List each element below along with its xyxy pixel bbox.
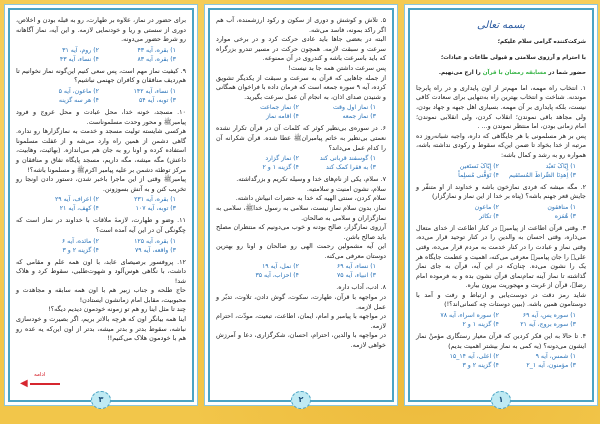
option[interactable]: ۳) توبه، آیه ۱۰۷ xyxy=(135,205,176,213)
page-panel-1 xyxy=(408,8,594,402)
option[interactable]: ۱) إِیّاکَ نَعبُد xyxy=(545,162,576,170)
page-panel-2 xyxy=(208,8,394,402)
invitation-line xyxy=(416,68,586,78)
question-6-options xyxy=(216,154,386,172)
question-5-options xyxy=(216,103,386,121)
option[interactable]: ۳) اِهدِنَا الصِّراطَ المُستَقیم xyxy=(509,171,576,179)
question-12-text-cont: حاج طلحه و جناب زبیر هم با اون همه سابقه و مجاهدت و محبوبیت، مقابل امام زمانشون ایستادن! xyxy=(16,286,186,304)
greeting-line-2: با احترام و آرزوی سلامتی و قبولی طاعات و عبادات؛ xyxy=(441,54,586,61)
question-5-text-cont: پس سرعت داشتن همه جا بد نیست! xyxy=(288,63,386,72)
option[interactable]: ۴) گزینه ۱ و ۲ xyxy=(262,164,299,172)
option[interactable]: ۲) نمل، آیه ۱۹ xyxy=(261,263,299,271)
option[interactable]: ۴) اقامه نماز xyxy=(265,113,299,121)
continue-label: ادامه xyxy=(34,372,46,378)
option[interactable]: ۲) مائده، آیه ۶ xyxy=(61,237,99,245)
basmala-calligraphy: بسمه تعالی xyxy=(476,20,526,31)
question-4-text: ۴. تا حالا به این فکر کردین که قرآن معیار رستگاری مؤمنْ نماز ایشون می‌دونه؟ (یه کمی به نماز بیشتر اهمیت بدیم) xyxy=(416,332,586,350)
option[interactable]: ۳) واقعه، آیه ۷۹ xyxy=(134,246,176,254)
question-12-text: ۱۲. پروفسور برصیصای عابد، با اون همه علم و مقامی که داشت، با نگاهی هوس‌آلود و شهوت‌طلبی، سقوط کرد و هلاک شد! xyxy=(16,257,186,285)
question-2-options xyxy=(416,203,586,221)
option[interactable]: ۳) مؤمنون، آیه ۱_۲ xyxy=(526,362,576,370)
question-8-options xyxy=(16,46,186,64)
option[interactable]: ۲) إِیّاکَ نَستَعین xyxy=(459,162,499,170)
page-number-badge: ۳ xyxy=(91,391,111,409)
question-8-text-cont: در مواجهه با قرآن، طهارت، سکوت، گوش دادن، تلاوت، تدبّر و عمل لازمه. xyxy=(216,293,386,311)
option[interactable]: ۳) به فقرا کمک کند xyxy=(326,164,376,172)
option[interactable]: ۲) روم، آیه ۳۱ xyxy=(62,46,99,54)
question-10-text: ۱۰. مسجد، خونه خدا، محل عبادت و محل عروج و فرود پیامبرﷺ و محور وحدت مسلموناست. xyxy=(16,107,186,126)
option[interactable]: ۳) نماز جمعه xyxy=(342,113,376,121)
option[interactable]: ۲) اعلی، آیه ۱۴_۱۵ xyxy=(449,353,499,361)
option[interactable]: ۱) بقره، آیه ۲۳۱ xyxy=(134,196,176,204)
option[interactable]: ۱) نساء، آیه ۶۹ xyxy=(336,263,376,271)
option[interactable]: ۳) توبه، آیه ۵۴ xyxy=(138,96,176,104)
option[interactable]: ۲) نماز جماعت xyxy=(260,104,299,112)
question-12-text-cont: اینا همه بیانگر اون که هرچه بالاتر بریم، اگر بصیرت و خودسازی نباشه، سقوط بدتر و بدتر میشه، بدتر از اون این‌که یه عده رو هم با خودمون هلاک می‌کنیم!! xyxy=(16,315,186,343)
option[interactable]: ۳) انبیاء، آیه ۷۵ xyxy=(336,272,376,280)
page-number-badge: ۱ xyxy=(491,391,511,409)
question-7-text-cont: آرزوی نمازگزار، صالح بودنه و خوب می‌دونیم که منتظران مصلح باید صالح باشن. xyxy=(216,223,386,241)
option[interactable]: ۴) نساء، آیه ۴۳ xyxy=(59,55,99,63)
question-4-options xyxy=(416,352,586,370)
question-8-text: ۸. ادب، آداب داره. xyxy=(336,283,386,292)
option[interactable]: ۲) ماعون، آیه ۵ xyxy=(58,87,99,95)
option[interactable]: ۱) گوسفند قربانی کند xyxy=(319,155,376,163)
question-7-text-cont: سلام کردن، سنتی الهیه که خدا به حضرات انبیاش داشته. xyxy=(235,194,386,203)
invite-prefix: حضور شما در xyxy=(548,70,586,77)
option[interactable]: ۳) هُمَزه xyxy=(554,212,576,220)
question-11-text: ۱۱. وضو و طهارت، لازمهٔ ملاقات با خداوند در نماز است که چگونگی آن در این آیه آمده است؟ xyxy=(16,216,186,234)
question-2-text: ۲. مگه میشه که فردی نمازخون باشه و خداوند از او متنفّر و جایش قعر جهنم باشه؟ (پناه بر خدا از این نماز و نمازگزار) xyxy=(416,182,586,201)
page-number-badge: ۲ xyxy=(291,391,311,409)
question-5-text-cont: از جمله جاهایی که قرآن به سرعت و سبقت از یکدیگر تشویق کرده، آیه ۹ سوره جمعه است که فرمان داده با فراخوان همگانی و شنیدن صدای اذان، به انجام آن عمل سرعت بگیرید. xyxy=(216,73,386,101)
option[interactable]: ۱) سوره یس، آیه ۶۹ xyxy=(522,312,576,320)
option[interactable]: ۱) شمس، آیه ۹ xyxy=(535,353,576,361)
question-7-options xyxy=(216,262,386,280)
option[interactable]: ۱) بقره، آیه ۱۲۵ xyxy=(134,237,176,245)
option[interactable]: ۲) ماعون xyxy=(474,203,499,211)
question-1-text-cont: پس بر هر مسلمونی با هر جایگاهی که داره، واجبه شبانه‌روز ده مرتبه از خدا بخواد تا ضمن این‌که سقوط و رکودی نداشته باشه، همواره رو به رشد و کمال باشه: xyxy=(416,131,586,159)
greeting-line-1: شرکت‌کننده گرامی سلام علیکم؛ xyxy=(497,39,586,45)
question-9-text: ۹. کیفیت نماز مهم است، پس سعی کنیم این‌گونه نماز نخوانیم تا هم‌ردیف منافقان و کافران جهنمی نباشیم؟ xyxy=(16,66,186,85)
question-7-text: ۷. سلام، یکی از نام‌های خدا و وسیله تکریم و بزرگداشته. xyxy=(236,175,386,184)
option[interactable]: ۱) بقره، آیه ۴۳ xyxy=(137,46,176,54)
option[interactable]: ۴) گزینه ۲ و ۳ xyxy=(462,362,499,370)
question-3-options xyxy=(416,311,586,329)
option[interactable]: ۱) نماز اول وقت xyxy=(332,104,376,112)
question-10-text-cont: پیامبرﷺ وقتی از این ماجرا باخبر شدن، دستور دادن اونجا رو تخریب کنن و به آتش بسوزونن. xyxy=(16,175,186,193)
option[interactable]: ۴) گزینه ۲ و ۳ xyxy=(62,246,99,254)
question-8-text-cont: در مواجهه با پیامبر و امام، ایمان، اطاعت، تبعیت، مودّت، احترام لازمه. xyxy=(216,312,386,330)
question-11-options xyxy=(16,237,186,255)
question-5-text: ۵. تلاش و کوشش و دوری از سکون و رکود ارزشمنده، آب هم اگر راکد بمونه، فاسد می‌شه. xyxy=(216,16,386,34)
invite-suffix: را ارج می‌نهیم. xyxy=(438,70,481,77)
continue-arrow-link[interactable] xyxy=(20,372,60,389)
question-10-options xyxy=(16,195,186,213)
contest-name: مسابقه رمضان با قرآن xyxy=(482,70,547,77)
question-10-text-cont: هرکسی شایسته تولیت مسجد و خدمت به نمازگزارها رو نداره. گاهی دشمن از همین راه وارد می‌شه و از غفلت مسلمونا استفاده کرده و اونا رو به جان هم می‌اندازه. (بهائیت، وهابیت، داعش) مگه میشه، مگه داریم، مسجد پایگاه نفاق و منافقان و مرکز توطئه دشمن بر علیه پیامبر اکرمﷺ و مسلمونا باشه؟! xyxy=(16,127,186,174)
option[interactable]: ۴) کهف، آیه ۲۱ xyxy=(59,205,99,213)
option[interactable]: ۲) اعراف، آیه ۲۹ xyxy=(54,196,99,204)
option[interactable]: ۴) هر سه گزینه xyxy=(58,96,99,104)
question-3-text-cont: شاید رمز دقت در دوست‌یابی و ارتباط و رفت و آمد با دوستامون همین باشه. (ببین دوستات چه کسانی‌اند؟!) xyxy=(416,290,586,309)
arrow-shaft xyxy=(30,383,60,385)
option[interactable]: ۱) منافقون xyxy=(547,203,576,211)
option[interactable]: ۴) تکاثر xyxy=(479,212,499,220)
option[interactable]: ۴) احزاب، آیه ۳۵ xyxy=(255,272,299,280)
question-7-text-cont: نماز، بدون سلام نماز نیست، سلامی به رسول خداﷺ، سلامی به نمازگزاران و سلامی به صالحان. xyxy=(216,203,386,222)
question-6-text: ۶. در سوره‌ی بی‌نظیر کوثر که کلمات آن در قرآن تکرار نشده نعمتی بی‌نظیر به خاتم پیامبرانﷺ عطا شده. قرآن شکرانه آن را کدام عمل می‌داند؟ xyxy=(216,124,386,152)
option[interactable]: ۲) نماز گزارد xyxy=(265,155,299,163)
question-1-text: ۱. انتخاب راه مهمه، اما مهم‌تر از اون پایداری و در راه پابرجا موندنه. شناخت و انتخاب بهترین راه به‌تنهایی برای سعادت کافی نیست، بلکه پایداری بر آن مهمه. بسیاری اهل جبهه و جهاد بودن، ولی مجاهد باقی نموندن؛ انقلاب کردن، ولی انقلابی نموندن؛ امام زمانی بودن، اما منتظر نموندن و... . xyxy=(416,83,586,131)
question-5-text-cont: البته در بعضی جاها باید عادی حرکت کرد و در برخی موارد سرعت و سبقت لازمه. همچون حرکت در مسیر تندرو بزرگراه که باید باسرعت باشه و کندروی در آن ممنوعه. xyxy=(216,35,386,63)
question-8-text-cont: در مواجهه با والدین، احترام، احسان، شکرگزاری، دعا و آمرزش خواهی لازمه. xyxy=(216,331,386,350)
question-3-text: ۳. وقتی قرآن اطاعت از پیامبرﷺ در کنار اطاعت از خدای متعال می‌ذاره، وقتی احسان به والدین را در کنار توحید قرار می‌ده، وقتی نماز و عبادت را در کنار خدمت به مردم قرار می‌ده، وقتی علی‌ؑ را جان پیامبرﷺ معرفی می‌کنه، اهمیت و عظمت جایگاه هر یک را نشون می‌ده. چنان‌که در این آیه، قرآن به جای نماز گذاشته تا نماز آینه تمام‌نمای قرآن نشون بده و به فرموده امام رضاؑ، قرآن از غربت و مهجوریت بیرون بیاره. xyxy=(416,223,586,290)
question-7-text-cont: سلام، نشون امنیت و سلامتیه. xyxy=(306,184,386,193)
arrow-left-icon: ◀ xyxy=(20,378,28,389)
option[interactable]: ۳) بقره، آیه ۸۳ xyxy=(137,55,176,63)
question-7-text-cont: این آیه مشمولین رحمت الهی رو صالحان و اونا رو بهترین دوستان معرفی می‌کنه. xyxy=(216,242,386,260)
question-8-text-cont: برای حضور در نماز، علاوه بر طهارت، رو به قبله بودن و اخلاص، دوری از سستی و ریا و خودنمایی لازمه. و این آیه، نماز آگاهانه رو شرط حضور می‌دونه. xyxy=(16,16,186,44)
question-9-options xyxy=(16,87,186,105)
option[interactable]: ۴) تَوَفَّنی مُسلِماً xyxy=(458,171,499,179)
question-1-options xyxy=(416,162,586,180)
page-panel-3 xyxy=(8,8,194,402)
question-12-text-cont: چند تا مثل اینا رو هم تو زمونه خودمون دیدیم دیگه؟! xyxy=(48,305,186,314)
option[interactable]: ۴) گزینه ۱ و ۲ xyxy=(462,321,499,329)
option[interactable]: ۳) سوره بروج، آیه ۲۱ xyxy=(520,321,576,329)
option[interactable]: ۲) سوره اسراء، آیه ۷۸ xyxy=(440,312,499,320)
option[interactable]: ۱) نساء، آیه ۱۴۲ xyxy=(133,87,176,95)
